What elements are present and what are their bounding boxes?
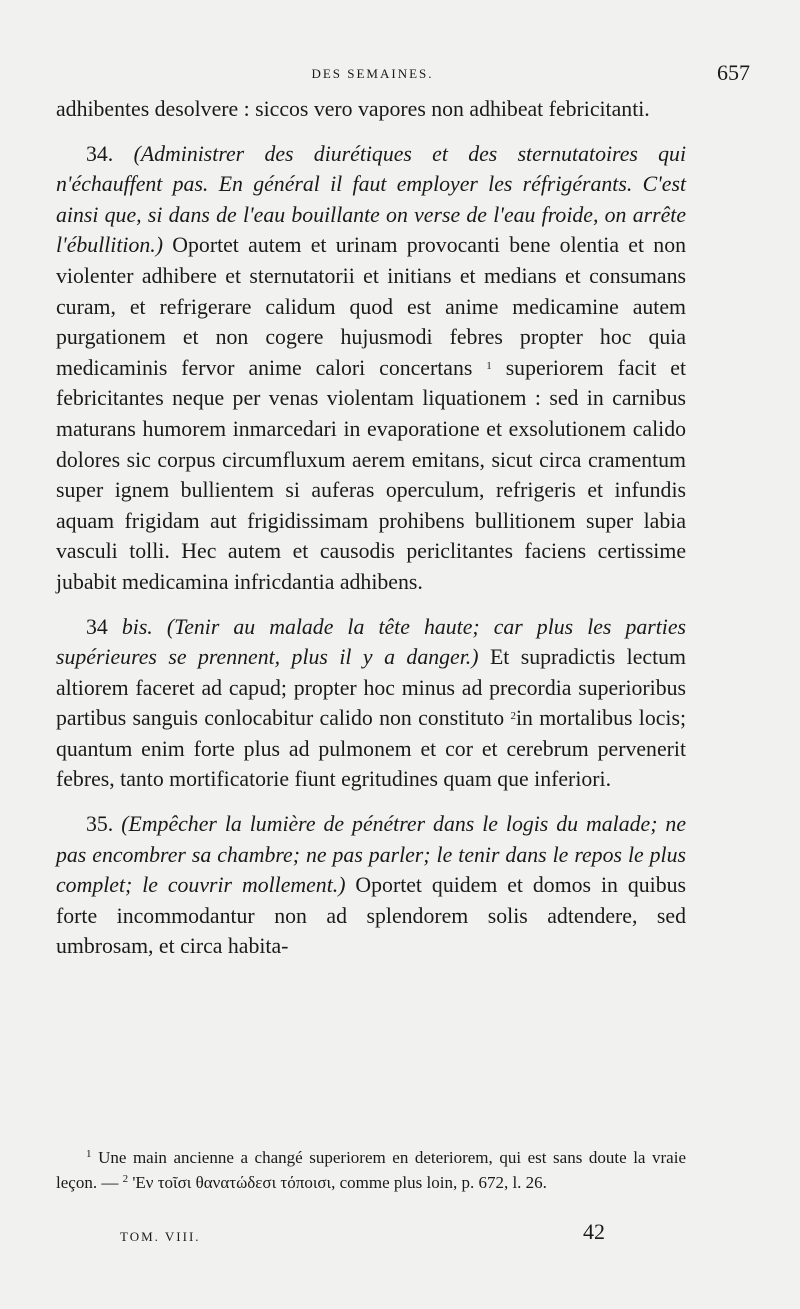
paragraph-34	[56, 139, 686, 598]
paragraph-35	[56, 809, 686, 962]
paragraph-34-bis	[56, 612, 686, 796]
footnote	[56, 1146, 686, 1195]
running-head	[60, 60, 750, 90]
section-number: 34.	[86, 141, 114, 166]
continuation-text: adhibentes desolvere : siccos vero vapores non adhibeat febricitanti.	[56, 97, 650, 121]
footnote-text: Une main ancienne a changé superiorem en deteriorem, qui est sans doute la vraie leçon. —	[56, 1148, 686, 1192]
volume-signature: TOM. VIII.	[120, 1229, 201, 1244]
footnote-ref: 1	[486, 359, 492, 372]
signature-number: 42	[583, 1219, 605, 1244]
section-number: 35.	[86, 812, 114, 837]
latin-text: superiorem facit et febricitantes neque per venas violentam liquationem : sed in carnibus maturans humorem inmarcedari in evaporatione et exsolutionem calido dolores sic corpus circumfluxum aerem emitans, sicut circa cramentum super ignem bullientem si auferas operculum, refrigeris et infundis aquam frigidam aut frigidissimam prohibens bullitionem super labia vasculi tolli. Hec autem et causodis periclitantes faciens certissime jubabit medicamina infricdantia adhibens.	[56, 355, 687, 594]
footnote-mark: 1	[86, 1148, 92, 1160]
footnote-text: 'Εν τοῖσι θανατώδεσι τόποισι, comme plus loin, p. 672, l. 26.	[132, 1172, 547, 1192]
latin-text: Oportet quidem et domos in quibus forte incommodantur non ad splendorem solis adtendere, sed umbrosam, et circa habita-	[56, 873, 686, 959]
latin-text: Et supradictis lectum altiorem faceret ad capud; propter hoc minus ad precordia superioribus partibus sanguis conlocabitur calido non constituto	[56, 645, 686, 731]
section-bis: bis.	[121, 614, 153, 639]
page-number: 657	[717, 60, 750, 85]
french-summary: (Administrer des diurétiques et des sternutatoires qui n'échauffent pas. En général il faut employer les réfrigérants. C'est ainsi que, si dans de l'eau bouillante on verse de l'eau froide, on arrête l'ébullition.)	[56, 141, 687, 258]
footnotes	[56, 1146, 686, 1195]
latin-text: Oportet autem et urinam provocanti bene olentia et non violenter adhibere et sternutatorii et initians et medians et consumans curam, et refrigerare calidum quod est anime medicamine autem purgationem et non cogere hujusmodi febres propter hoc quia medicaminis fervor anime calori concertans	[56, 233, 686, 380]
french-summary: (Empêcher la lumière de pénétrer dans le logis du malade; ne pas encombrer sa chambre; ne pas parler; le tenir dans le repos le plus complet; le couvrir mollement.)	[56, 812, 686, 898]
french-summary: (Tenir au malade la tête haute; car plus les parties supérieures se prennent, plus il y a danger.)	[56, 614, 687, 670]
footnote-ref: 2	[510, 710, 516, 723]
paragraph-continuation	[56, 94, 686, 125]
main-text	[56, 94, 686, 962]
latin-text: in mortalibus locis; quantum enim forte plus ad pulmonem et cor et cerebrum pervenerit febres, tanto mortificatorie fiunt egritudines quam que inferiori.	[56, 706, 686, 792]
running-title: DES SEMAINES.	[311, 66, 434, 81]
section-number: 34	[86, 614, 108, 639]
footnote-mark: 2	[122, 1172, 129, 1185]
